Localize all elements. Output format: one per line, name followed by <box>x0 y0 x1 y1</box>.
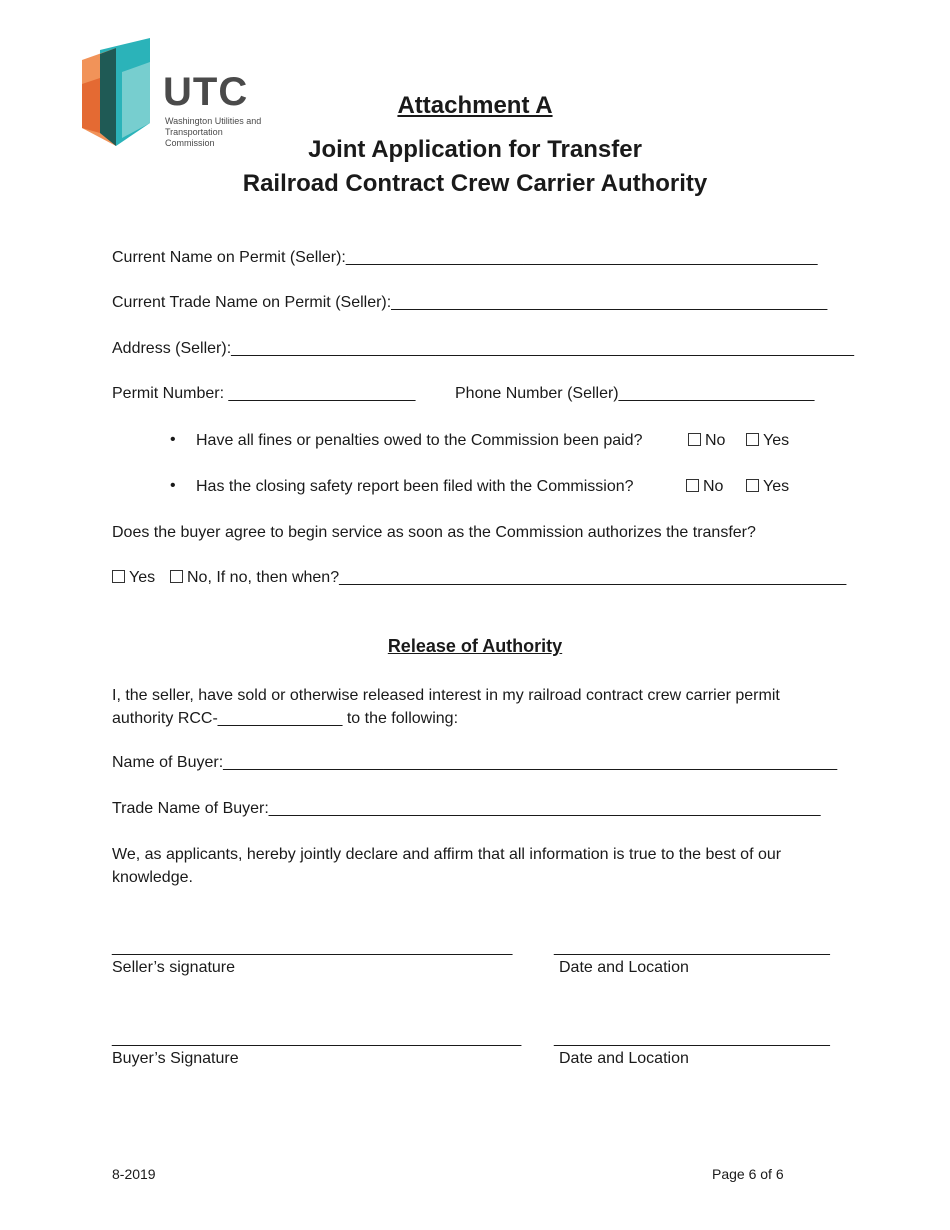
logo-subtitle: Washington Utilities and Transportation Commission <box>165 116 262 148</box>
checkbox-icon[interactable] <box>688 433 701 446</box>
permit-number-field[interactable]: Permit Number: _____________________ <box>112 385 416 402</box>
release-statement[interactable]: I, the seller, have sold or otherwise released interest in my railroad contract crew carrier permit authority RCC-______________ to the following: <box>112 687 780 727</box>
bullet-icon: • <box>170 431 176 448</box>
seller-signature-label: Seller’s signature <box>112 959 236 976</box>
seller-signature-line[interactable]: _____________________________________________ <box>112 939 513 956</box>
checkbox-icon[interactable] <box>112 570 125 583</box>
safety-yes-option[interactable]: Yes <box>746 477 789 497</box>
buyer-date-label: Date and Location <box>559 1050 689 1067</box>
declaration-text: We, as applicants, hereby jointly declare and affirm that all information is true to the best of our knowledge. <box>112 846 782 886</box>
attachment-title: Attachment A <box>397 92 553 119</box>
buyer-date-line[interactable]: _______________________________ <box>554 1030 830 1047</box>
checkbox-icon[interactable] <box>746 433 759 446</box>
phone-number-field[interactable]: Phone Number (Seller)______________________ <box>455 385 815 402</box>
buyer-name-field[interactable]: Name of Buyer:_____________________________________________________________________ <box>112 754 838 771</box>
service-no-when-field[interactable]: No, If no, then when?_________________________________________________________ <box>170 568 846 588</box>
fines-no-option[interactable]: No <box>688 431 725 451</box>
checkbox-icon[interactable] <box>746 479 759 492</box>
fines-yes-option[interactable]: Yes <box>746 431 789 451</box>
address-field[interactable]: Address (Seller):______________________________________________________________________ <box>112 340 855 357</box>
release-heading: Release of Authority <box>387 636 563 656</box>
safety-report-question: Has the closing safety report been filed with the Commission? <box>196 478 634 495</box>
seller-date-label: Date and Location <box>559 959 689 976</box>
checkbox-icon[interactable] <box>170 570 183 583</box>
logo-wordmark: UTC <box>163 70 249 114</box>
form-title-line2: Railroad Contract Crew Carrier Authority <box>242 170 708 197</box>
buyer-signature-line[interactable]: ______________________________________________ <box>112 1030 522 1047</box>
buyer-trade-name-field[interactable]: Trade Name of Buyer:______________________________________________________________ <box>112 800 821 817</box>
revision-date: 8-2019 <box>112 1166 156 1182</box>
current-name-field[interactable]: Current Name on Permit (Seller):_____________________________________________________ <box>112 249 818 266</box>
checkbox-icon[interactable] <box>686 479 699 492</box>
service-yes-option[interactable]: Yes <box>112 568 155 588</box>
buyer-signature-label: Buyer’s Signature <box>112 1050 239 1067</box>
seller-date-line[interactable]: _______________________________ <box>554 939 830 956</box>
buyer-service-question: Does the buyer agree to begin service as soon as the Commission authorizes the transfer? <box>112 524 756 541</box>
safety-no-option[interactable]: No <box>686 477 723 497</box>
form-title-line1: Joint Application for Transfer <box>308 136 642 163</box>
fines-question: Have all fines or penalties owed to the Commission been paid? <box>196 432 643 449</box>
bullet-icon: • <box>170 477 176 494</box>
page-number: Page 6 of 6 <box>712 1166 784 1182</box>
trade-name-field[interactable]: Current Trade Name on Permit (Seller):_________________________________________________ <box>112 294 828 311</box>
